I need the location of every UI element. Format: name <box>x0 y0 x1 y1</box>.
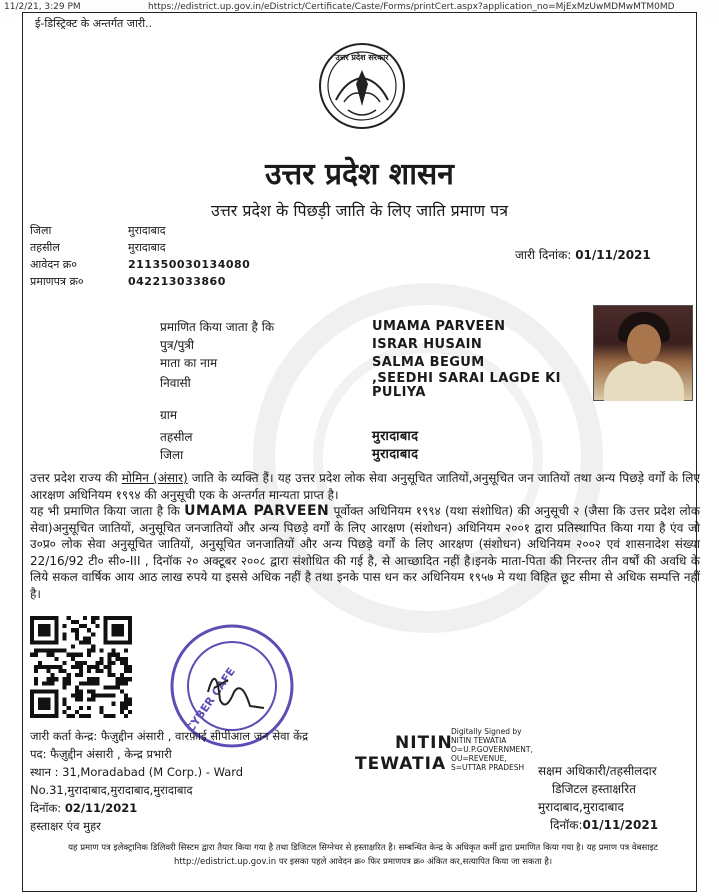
officer-date <box>538 816 658 834</box>
application-info <box>30 222 250 290</box>
seal-text: CYBER CAFE <box>183 665 238 735</box>
signer-name-line-2: TEWATIA <box>355 754 447 774</box>
residence-line-1: ,SEEDHI SARAI LAGDE KI <box>372 371 561 386</box>
holder-district-label: जिला <box>160 448 184 462</box>
village-label: ग्राम <box>160 408 178 422</box>
qr-code <box>30 616 132 718</box>
page-title: उत्तर प्रदेश शासन <box>265 157 454 192</box>
issuer-post: पद: फैज़ुद्दीन अंसारी , केन्द्र प्रभारी <box>30 747 172 761</box>
residence-label: निवासी <box>160 376 191 390</box>
village-row <box>160 406 561 424</box>
issuer-place-line-2: No.31,मुरादाबाद,मुरादाबाद,मुरादाबाद <box>30 783 193 797</box>
issuer-center: जारी कर्ता केन्द्र: फैज़ुद्दीन अंसारी , वारफ़ाई सीपीआल जन सेवा केंद्र <box>30 729 309 743</box>
officer-place: मुरादाबाद,मुरादाबाद <box>538 800 624 814</box>
holder-district-row <box>160 446 561 464</box>
district-row <box>30 222 250 239</box>
exclusion-paragraph-end: पूर्वोक्त अधिनियम १९९४ (यथा संशोधित) की अनुसूची २ (जैसा कि उत्तर प्रदेश लोक सेवा)अनुसूचित जातियों, अनुसूचित जनजातियों और अन्य पिछड़े वर्गों के लिए आरक्षण (संशोधन) अधिनियम २००१ द्वारा प्रतिस्थापित किया गया है एंव जो उ०प्र० लोक सेवा अनुसूचित जातियों, अनुसूचित जनजातियों और अन्य पिछड़े वर्गों के लिए आरक्षण (संशोधन) अधिनियम २००२ एवं शासनादेश संख्या 22/16/92 टी० सी०-III , दिनॉक २० अक्टूबर २००८ द्वारा संशोधित की गई है, से आच्छादित नहीं है।इनके माता-पिता की निरन्तर तीन वर्षों की अवधि के लिये सकल वार्षिक आय आठ लाख रुपये या इससे अधिक नहीं है तथा इनके पास धन कर अधिनियम १९५७ मे यथा विहित छूट सीमा से अधिक सम्पत्ति नहीं है। <box>30 504 700 601</box>
residence-row <box>160 372 561 400</box>
signature-detail-line: OU=REVENUE, <box>451 754 507 763</box>
signature-detail-line: O=U.P.GOVERNMENT, <box>451 745 533 754</box>
tehsil-row <box>30 239 250 256</box>
district-label: जिला <box>30 224 52 237</box>
issuer-date-value: 02/11/2021 <box>64 801 138 815</box>
issuer-date-label: दिनॉक: <box>30 801 62 815</box>
district-value: मुरादाबाद <box>128 224 166 237</box>
certificate-body <box>30 470 700 602</box>
officer-block <box>538 762 658 834</box>
residence-value <box>372 372 561 400</box>
residence-line-2: PULIYA <box>372 385 426 400</box>
father-row <box>160 336 561 354</box>
print-datetime: 11/2/21, 3:29 PM <box>4 2 81 12</box>
certificate-number-row <box>30 273 250 290</box>
footer-note: यह प्रमाण पत्र इलेक्ट्रानिक डिलिवरी सिस्टम द्वारा तैयार किया गया है तथा डिजिटल सिग्नेचर से हस्ताक्षरित है। सम्बन्धित केन्द्र के अधिकृत कर्मी द्वारा प्रमाणित किया गया है। यह प्रमाण पत्र वेबसाइट http://edistrict.up.gov.in पर इसका पहले आवेदन क्र० फिर प्रमाणपत्र क्र० अंकित कर,सत्यापित किया जा सकता है। <box>68 843 658 867</box>
holder-tehsil-value: मुरादाबाद <box>372 429 419 444</box>
exclusion-holder-name: UMAMA PARVEEN <box>184 503 330 519</box>
holder-name-row <box>160 318 561 336</box>
up-government-emblem <box>316 40 408 138</box>
caste-paragraph <box>30 470 700 503</box>
relation-label: पुत्र/पुत्री <box>160 338 195 352</box>
caste-name: मोमिन (अंसार) <box>121 471 188 485</box>
mother-name: SALMA BEGUM <box>372 355 485 370</box>
holder-tehsil-row <box>160 428 561 446</box>
certificate-subtitle: उत्तर प्रदेश के पिछड़ी जाति के लिए जाति प्रमाण पत्र <box>210 201 509 220</box>
caste-paragraph-end: जाति के व्यक्ति हैं। यह उत्तर प्रदेश लोक सेवा अनुसूचित जातियों,अनुसूचित जन जातियों तथा अन्य पिछड़े वर्गों के लिए आरक्षण अधिनियम १९९४ की अनुसूची एक के अन्तर्गत मान्यता प्राप्त है। <box>30 471 700 502</box>
mother-label: माता का नाम <box>160 356 218 370</box>
issue-date-value: 01/11/2021 <box>575 248 651 262</box>
signature-detail-line: NITIN TEWATIA <box>451 736 507 745</box>
holder-tehsil-label: तहसील <box>160 430 193 444</box>
mother-row <box>160 354 561 372</box>
holder-details <box>160 318 561 464</box>
tehsil-label: तहसील <box>30 241 60 254</box>
caste-paragraph-start: उत्तर प्रदेश राज्य की <box>30 471 122 485</box>
exclusion-paragraph <box>30 503 700 602</box>
officer-signed: डिजिटल हस्ताक्षरित <box>552 782 636 796</box>
certify-label: प्रमाणित किया जाता है कि <box>160 320 275 334</box>
emblem-text: उत्तर प्रदेश सरकार <box>335 53 389 62</box>
signature-detail-line: S=UTTAR PRADESH <box>451 763 525 772</box>
issuer-place-line-1: स्थान : 31,Moradabad (M Corp.) - Ward <box>30 765 244 779</box>
application-number-label: आवेदन क्र० <box>30 258 77 271</box>
certificate-number-label: प्रमाणपत्र क्र० <box>30 275 84 288</box>
application-number-row <box>30 256 250 273</box>
officer-designation: सक्षम अधिकारी/तहसीलदार <box>538 764 657 778</box>
officer-date-value: 01/11/2021 <box>582 818 659 832</box>
signature-details <box>451 727 533 772</box>
issuer-sign-label: हस्ताक्षर एंव मुहर <box>30 819 101 833</box>
exclusion-paragraph-start: यह भी प्रमाणित किया जाता है कि <box>30 504 185 518</box>
issue-date-label: जारी दिनांक: <box>515 248 572 262</box>
holder-district-value: मुरादाबाद <box>372 447 419 462</box>
holder-photo <box>593 305 693 401</box>
application-number-value: 211350030134080 <box>128 258 251 271</box>
photo-face <box>627 324 661 364</box>
issuer-date <box>30 799 308 817</box>
issuer-details <box>30 727 308 835</box>
issue-date <box>515 246 651 263</box>
print-url: https://edistrict.up.gov.in/eDistrict/Certificate/Caste/Forms/printCert.aspx?application_no=MjExMzUwMDMwMTM0MD <box>148 2 675 12</box>
tehsil-value: मुरादाबाद <box>128 241 166 254</box>
signature-detail-line: Digitally Signed by <box>451 727 522 736</box>
father-name: ISRAR HUSAIN <box>372 337 483 352</box>
holder-name: UMAMA PARVEEN <box>372 319 506 334</box>
signer-name-line-1: NITIN <box>395 733 453 753</box>
officer-date-label: दिनॉक: <box>550 818 583 832</box>
certificate-number-value: 042213033860 <box>128 275 226 288</box>
issued-under-note: ई-डिस्ट्रिक्ट के अन्तर्गत जारी.. <box>35 17 153 30</box>
photo-scarf <box>604 361 684 401</box>
